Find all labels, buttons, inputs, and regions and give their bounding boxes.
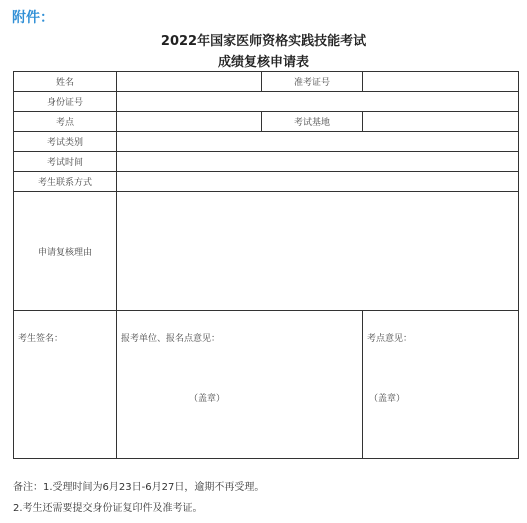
exam-site-field[interactable] (117, 112, 262, 132)
unit-opinion-label: 报考单位、报名点意见： (121, 334, 221, 344)
attachment-label: 附件： (12, 10, 54, 26)
document-title: 2022年国家医师资格实践技能考试 (160, 34, 367, 49)
name-field[interactable] (117, 72, 262, 92)
application-form-table (13, 71, 519, 459)
site-opinion-label: 考点意见： (367, 334, 413, 344)
note-line-2: 2.考生还需要提交身份证复印件及准考证。 (13, 503, 203, 514)
signature-cell[interactable] (14, 311, 117, 459)
row-time (14, 152, 519, 172)
reason-label: 申请复核理由 (14, 192, 117, 311)
contact-label: 考生联系方式 (14, 172, 117, 192)
exam-base-field[interactable] (363, 112, 519, 132)
id-number-label: 身份证号 (14, 92, 117, 112)
document-subtitle: 成绩复核申请表 (217, 55, 309, 70)
ticket-number-label: 准考证号 (262, 72, 363, 92)
row-reason (14, 192, 519, 311)
exam-site-label: 考点 (14, 112, 117, 132)
exam-time-label: 考试时间 (14, 152, 117, 172)
unit-seal-text: （盖章） (189, 394, 226, 404)
notes (13, 477, 264, 519)
exam-base-label: 考试基地 (262, 112, 363, 132)
row-name (14, 72, 519, 92)
row-signatures (14, 311, 519, 459)
row-category (14, 132, 519, 152)
contact-field[interactable] (117, 172, 519, 192)
row-exam-site (14, 112, 519, 132)
note-line-1: 备注：1.受理时间为6月23日-6月27日，逾期不再受理。 (13, 482, 265, 493)
site-seal-text: （盖章） (369, 394, 406, 404)
site-opinion-cell[interactable] (363, 311, 519, 459)
row-id (14, 92, 519, 112)
ticket-number-field[interactable] (363, 72, 519, 92)
exam-category-label: 考试类别 (14, 132, 117, 152)
exam-time-field[interactable] (117, 152, 519, 172)
row-contact (14, 172, 519, 192)
unit-opinion-cell[interactable] (117, 311, 363, 459)
name-label: 姓名 (14, 72, 117, 92)
exam-category-field[interactable] (117, 132, 519, 152)
reason-field[interactable] (117, 192, 519, 311)
signature-label: 考生签名： (18, 334, 64, 344)
id-number-field[interactable] (117, 92, 519, 112)
